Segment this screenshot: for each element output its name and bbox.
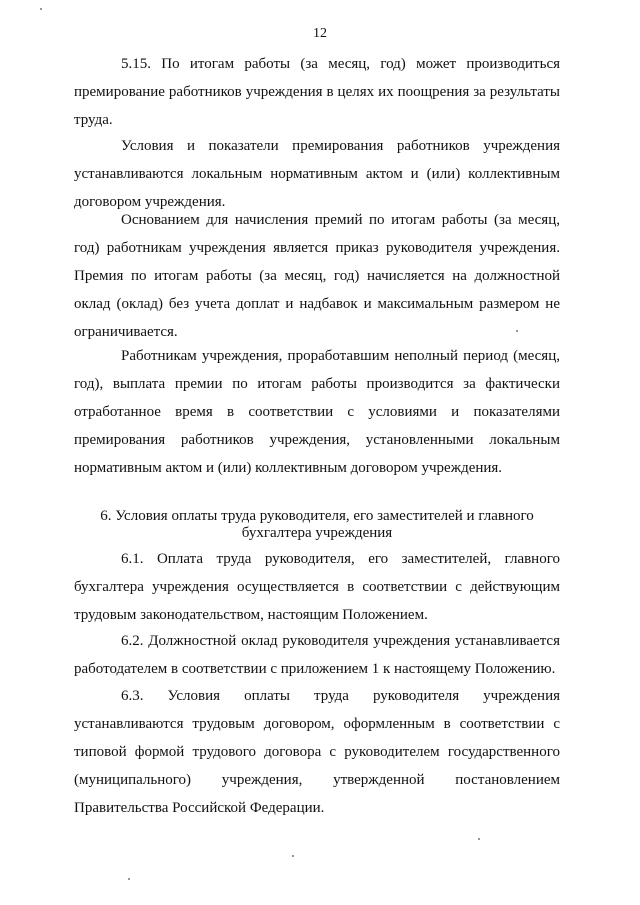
paragraph-bonus-conditions: Условия и показатели премирования работников учреждения устанавливаются локальным нормативным актом и (или) коллективным договором учреждения.	[74, 138, 560, 210]
paragraph-partial-period: Работникам учреждения, проработавшим неполный период (месяц, год), выплата премии по итогам работы производится за фактически отработанное время в соответствии с условиями и показателями премирования работников учреждения, установленными локальным нормативным актом и (или) коллективным договором учреждения.	[74, 348, 560, 476]
scan-speck	[128, 878, 130, 880]
paragraph-5-15: 5.15. По итогам работы (за месяц, год) может производиться премирование работников учреждения в целях их поощрения за результаты труда.	[74, 56, 560, 128]
paragraph-6-2: 6.2. Должностной оклад руководителя учреждения устанавливается работодателем в соответствии с приложением 1 к настоящему Положению.	[74, 633, 560, 677]
paragraph-6-1: 6.1. Оплата труда руководителя, его заместителей, главного бухгалтера учреждения осуществляется в соответствии с действующим трудовым законодательством, настоящим Положением.	[74, 551, 560, 623]
scan-speck	[40, 8, 42, 10]
page-number: 12	[313, 26, 327, 41]
section-6-heading: 6. Условия оплаты труда руководителя, его заместителей и главного бухгалтера учреждения	[100, 508, 534, 541]
paragraph-bonus-basis: Основанием для начисления премий по итогам работы (за месяц, год) работникам учреждения является приказ руководителя учреждения. Премия по итогам работы (за месяц, год) начисляется на должностной оклад (оклад) без учета доплат и надбавок и максимальным размером не ограничивается.	[74, 212, 560, 340]
scan-speck	[478, 838, 480, 840]
paragraph-6-3: 6.3. Условия оплаты труда руководителя учреждения устанавливаются трудовым договором, оформленным в соответствии с типовой формой трудового договора с руководителем государственного (муниципального) учреждения, утвержденной постановлением Правительства Российской Федерации.	[74, 688, 560, 816]
scan-speck	[516, 330, 518, 332]
scan-speck	[292, 855, 294, 857]
